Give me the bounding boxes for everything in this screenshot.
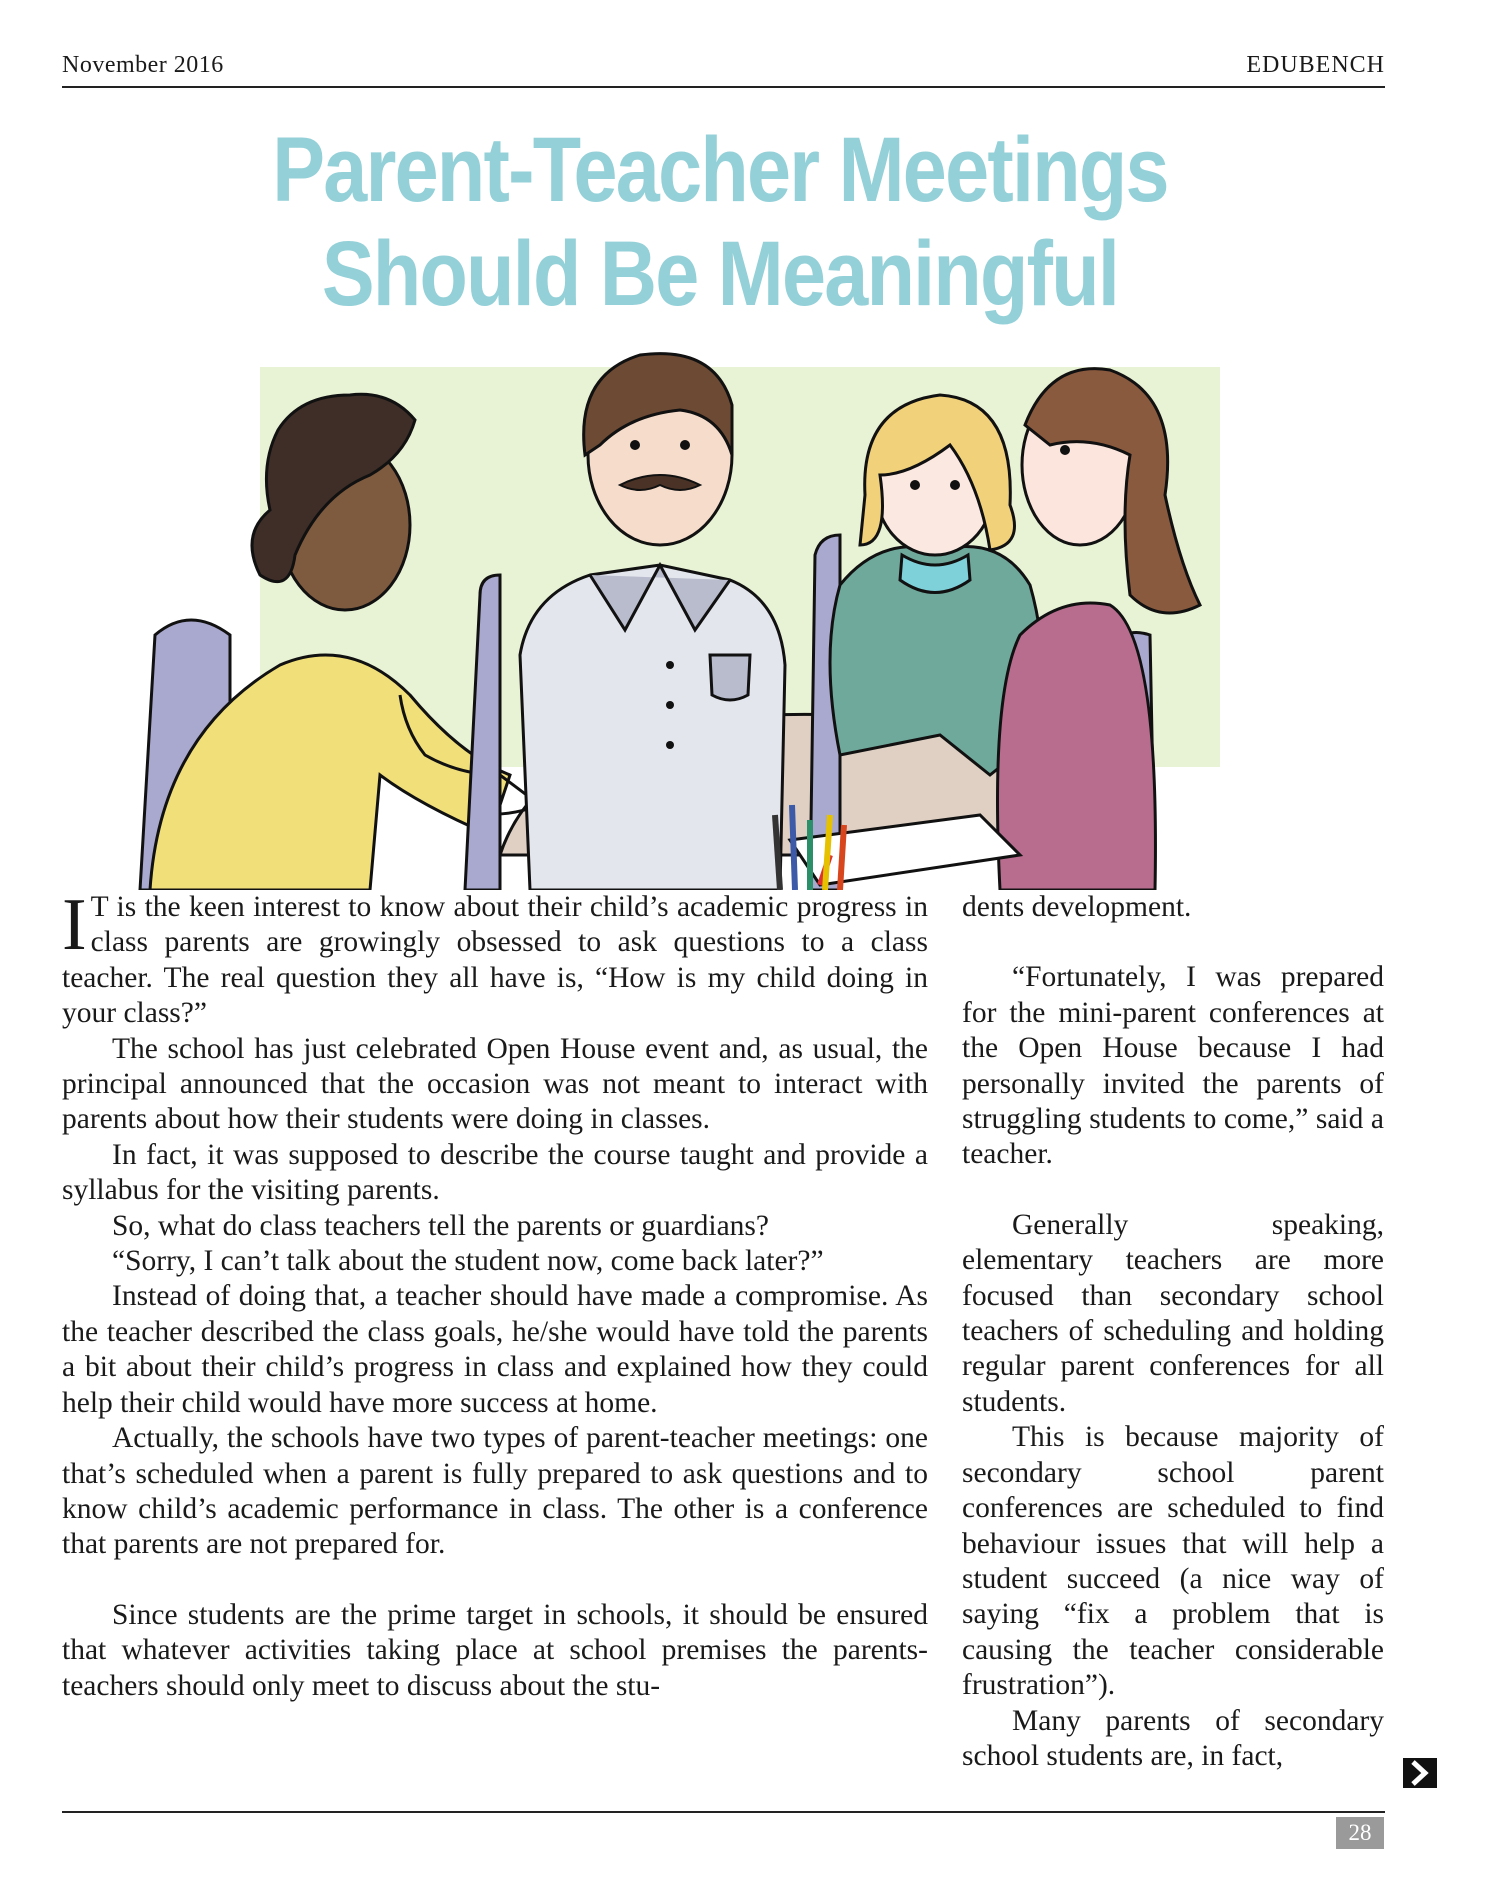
drop-cap: I [62,884,87,966]
paragraph: “Fortunately, I was prepared for the mini-parent conferences at the Open House because I had personally invited the parents of struggling students to come,” said a teacher. [962,961,1384,1171]
paragraph: The school has just celebrated Open House event and, as usual, the principal announced that the occasion was not meant to interact with parents about how their students were doing in classes. [62,1032,928,1136]
paragraph: So, what do class teachers tell the parents or guardians? [112,1209,769,1242]
paragraph: This is because majority of secondary school parent conferences are scheduled to find behaviour issues that will help a student succeed (a nice way of saying “fix a problem that is causing the teacher considerable frustration”). [962,1421,1384,1702]
paragraph: Generally speaking, elementary teachers are more focused than secondary school teachers of scheduling and holding regular parent conferences for all students. [962,1208,1384,1418]
page-header [62,50,1385,88]
paragraph-gap [962,1173,1384,1208]
paragraph: dents development. [962,891,1192,923]
chevron-right-icon[interactable] [1403,1758,1437,1788]
paragraph: Many parents of secondary school students are, in fact, [962,1704,1384,1772]
page-number: 28 [1336,1817,1384,1849]
issue-date: November 2016 [62,52,224,78]
meeting-illustration [120,335,1320,890]
magazine-name: EDUBENCH [1246,52,1385,78]
title-line-1: Parent-Teacher Meetings [272,119,1168,221]
paragraph: I T is the keen interest to know about their child’s academic progress in class parents are growingly obsessed to ask questions to a class teacher. The real question they all have is, “How is my child doing in your class?” [62,884,928,1030]
paragraph: Instead of doing that, a teacher should have made a compromise. As the teacher described the class goals, he/she would have told the parents a bit about their child’s progress in class and explained how they could help their child would have more success at home. [62,1280,928,1419]
paragraph: Since students are the prime target in schools, it should be ensured that whatever activities taking place at school premises the parents-teachers should only meet to discuss about the stu- [62,1598,928,1702]
paragraph: In fact, it was supposed to describe the course taught and provide a syllabus for the visiting parents. [62,1138,928,1207]
paragraph-gap [962,925,1384,960]
title-line-2: Should Be Meaningful [321,223,1119,325]
footer-rule [62,1811,1385,1813]
article-title [204,118,1236,326]
paragraph-gap [62,1563,928,1598]
paragraph: “Sorry, I can’t talk about the student now, come back later?” [112,1245,824,1278]
paragraph: Actually, the schools have two types of parent-teacher meetings: one that’s scheduled when a parent is fully prepared to ask questions and to know child’s academic performance in class. The other is a conference that parents are not prepared for. [62,1422,928,1561]
article-column-right [962,890,1384,1774]
article-column-left [62,884,928,1704]
